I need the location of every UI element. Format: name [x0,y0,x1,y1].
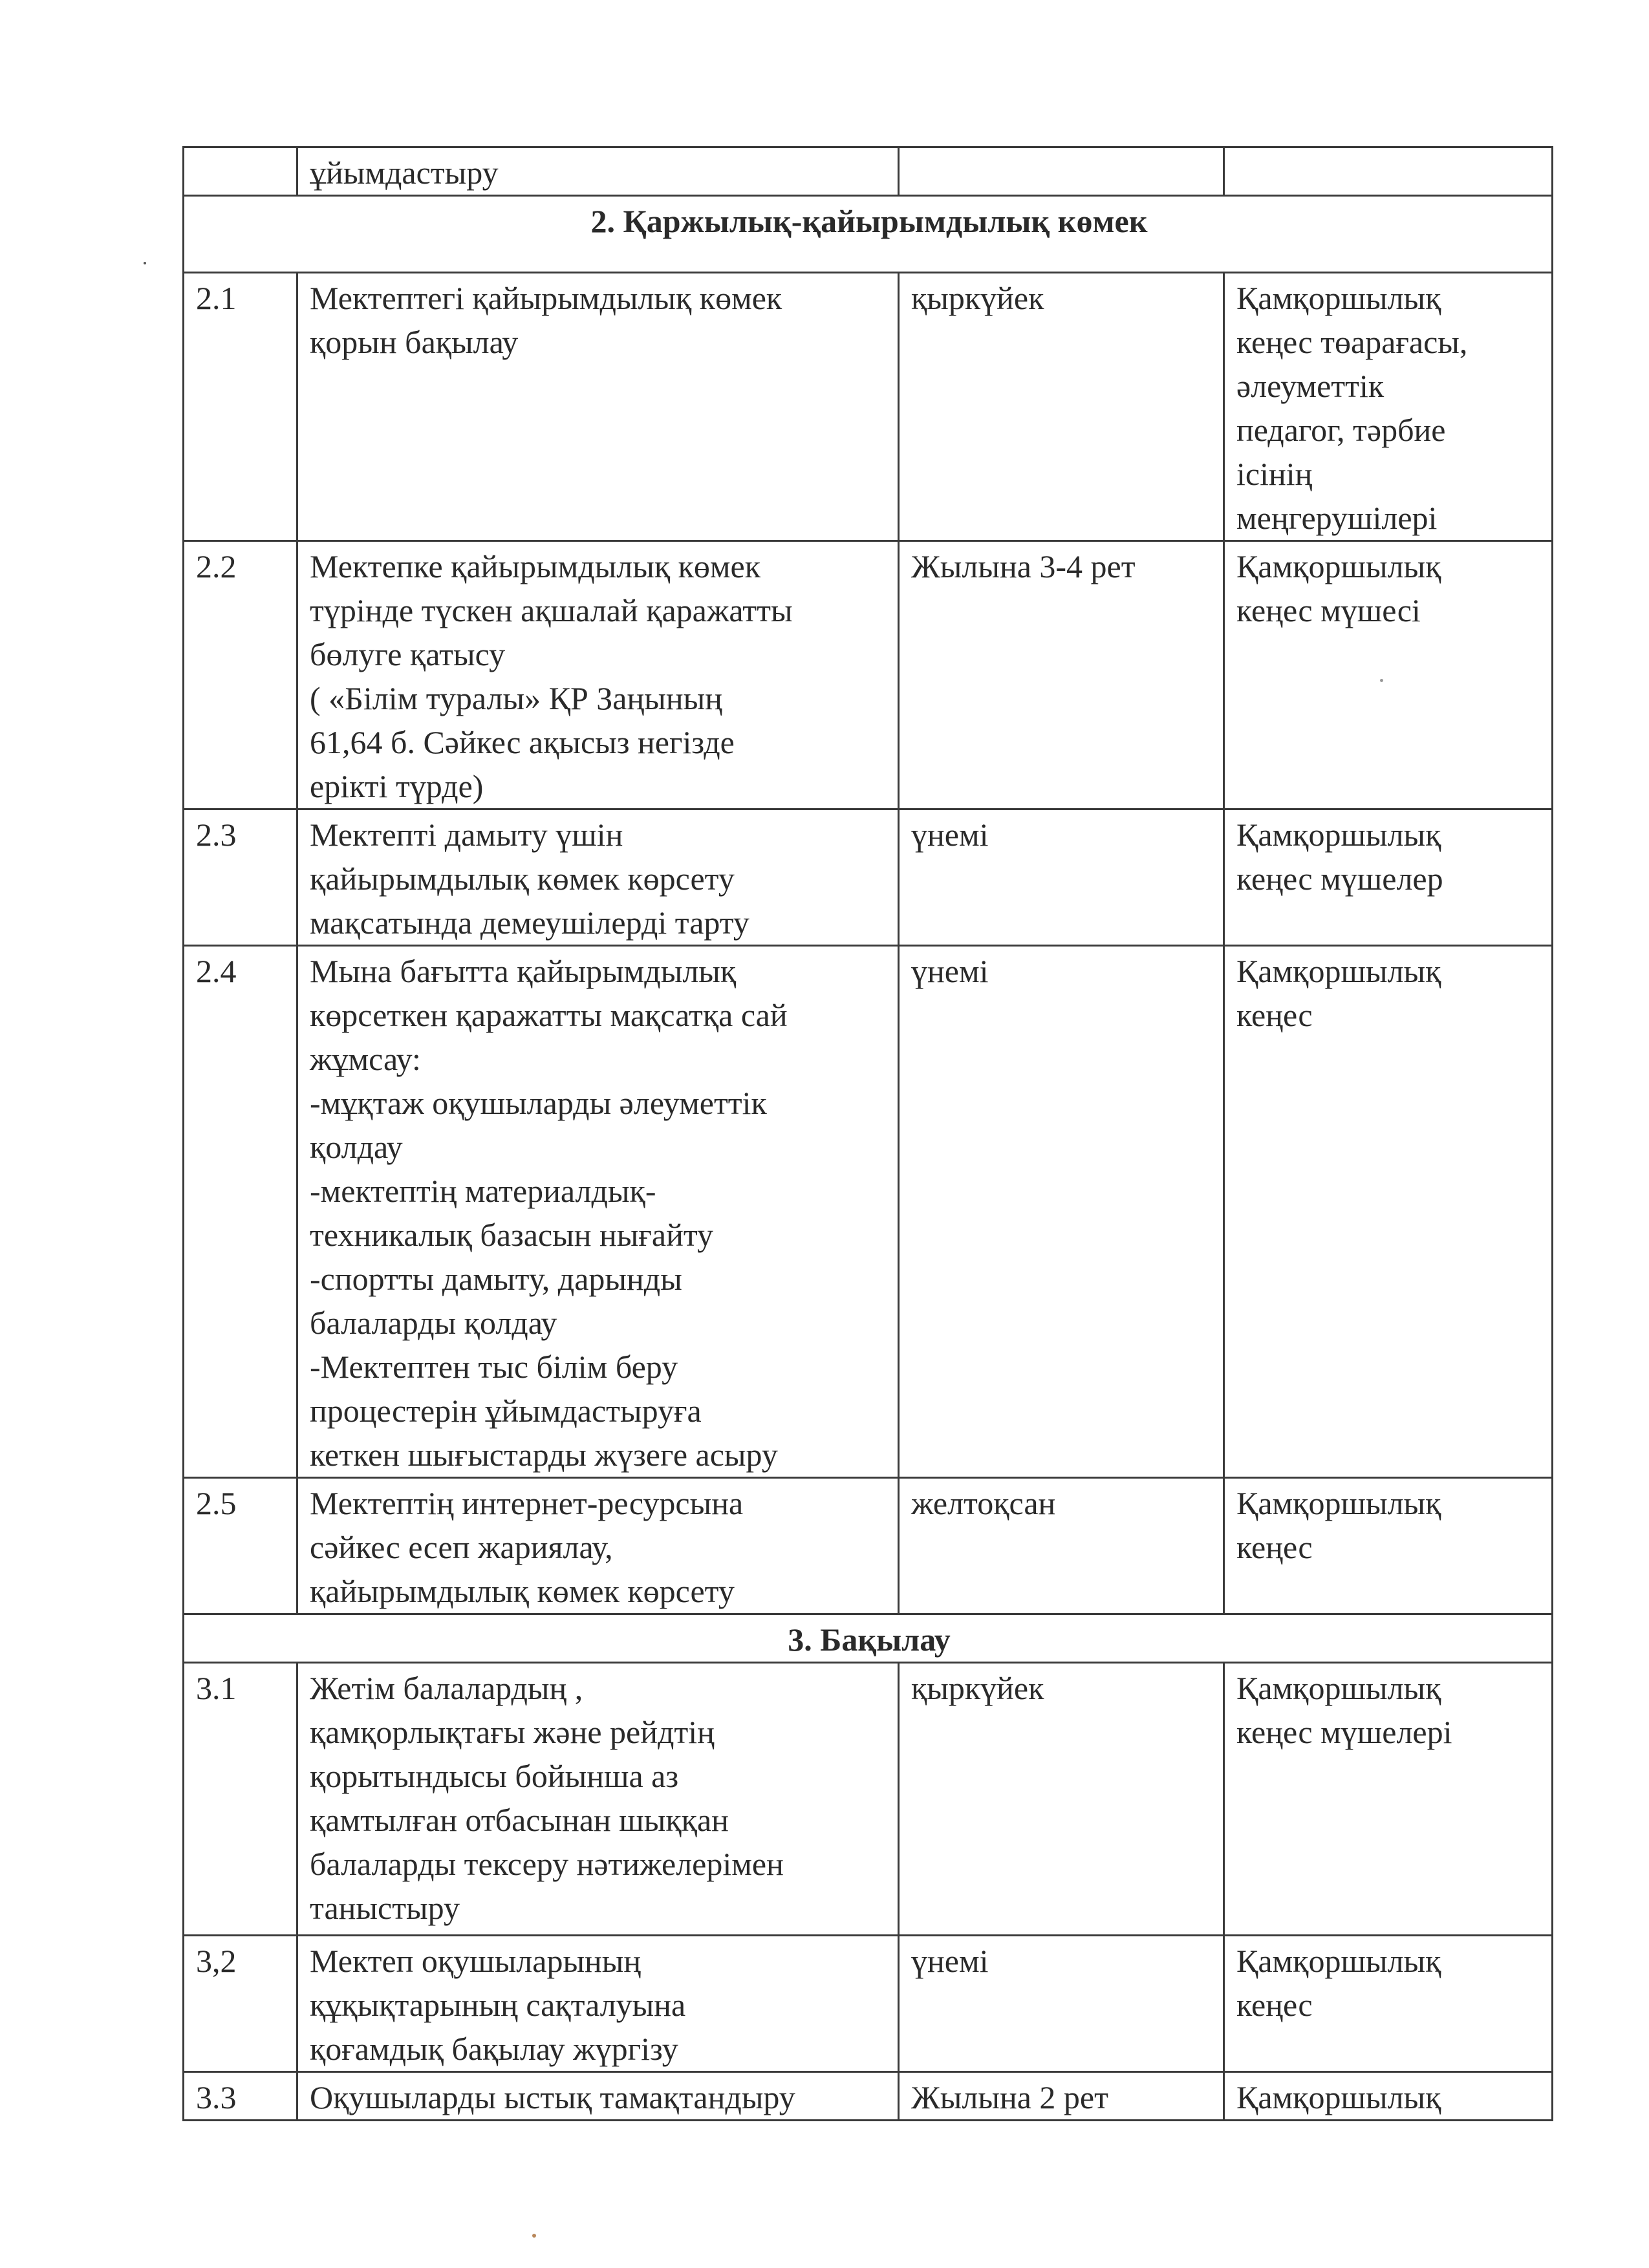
table-row [184,273,1553,541]
timing-cell: Жылына 2 рет [899,2072,1224,2121]
activity-line: Оқушыларды ыстық тамақтандыру [310,2079,795,2115]
scan-speck [144,262,146,264]
activity-cell [297,809,899,946]
table-row [184,809,1553,946]
plan-table [182,146,1553,2121]
responsible-cell [1224,809,1553,946]
row-number: 2.3 [184,809,297,946]
activity-line: мақсатында демеушілерді тарту [310,904,749,941]
plan-table-body [184,147,1553,2121]
activity-line: техникалық базасын нығайту [310,1217,714,1253]
responsible-line: Қамқоршылық [1236,817,1441,853]
responsible-line: меңгерушілері [1236,500,1438,536]
section-title: 3. Бақылау [184,1614,1553,1663]
activity-cell [297,147,899,196]
responsible-cell [1224,147,1553,196]
responsible-line: Қамқоршылық [1236,1943,1441,1979]
row-number: 2.4 [184,946,297,1478]
table-row [184,1663,1553,1936]
activity-cell [297,541,899,809]
activity-cell [297,1936,899,2072]
activity-cell [297,2072,899,2121]
responsible-line: ісінің [1236,456,1313,492]
activity-line: Мектептегі қайырымдылық көмек [310,280,782,316]
row-number [184,147,297,196]
timing-cell: үнемі [899,809,1224,946]
activity-line: құқықтарының сақталуына [310,1987,686,2023]
row-number: 2.2 [184,541,297,809]
responsible-cell [1224,946,1553,1478]
activity-line: -мұқтаж оқушыларды әлеуметтік [310,1085,767,1121]
activity-line: балаларды қолдау [310,1305,557,1341]
activity-line: балаларды тексеру нәтижелерімен [310,1846,784,1882]
activity-line: қайырымдылық көмек көрсету [310,1573,735,1609]
activity-line: процестерін ұйымдастыруға [310,1393,702,1429]
activity-line: ерікті түрде) [310,768,484,804]
responsible-line: Қамқоршылық [1236,1485,1441,1521]
activity-line: кеткен шығыстарды жүзеге асыру [310,1437,778,1473]
row-number: 3.3 [184,2072,297,2121]
activity-line: бөлуге қатысу [310,636,506,672]
scan-speck [1380,679,1383,682]
timing-cell: Жылына 3-4 рет [899,541,1224,809]
responsible-line: Қамқоршылық [1236,548,1441,584]
timing-cell: желтоқсан [899,1478,1224,1614]
activity-line: қамтылған отбасынан шыққан [310,1802,729,1838]
responsible-line: Қамқоршылық [1236,280,1441,316]
responsible-cell [1224,1478,1553,1614]
activity-cell [297,1663,899,1936]
activity-cell [297,946,899,1478]
timing-cell: үнемі [899,1936,1224,2072]
activity-cell [297,1478,899,1614]
activity-line: -Мектептен тыс білім беру [310,1349,678,1385]
table-row [184,946,1553,1478]
table-row [184,2072,1553,2121]
responsible-line: Қамқоршылық [1236,953,1441,989]
responsible-line: кеңес төарағасы, [1236,324,1468,360]
table-row [184,541,1553,809]
row-number: 3,2 [184,1936,297,2072]
activity-line: ( «Білім туралы» ҚР Заңының [310,680,722,716]
activity-line: 61,64 б. Сәйкес ақысыз негізде [310,724,735,760]
timing-cell: үнемі [899,946,1224,1478]
activity-line: жұмсау: [310,1041,421,1077]
responsible-line: кеңес мүшелер [1236,861,1443,897]
activity-line: Мектепті дамыту үшін [310,817,623,853]
responsible-cell [1224,273,1553,541]
activity-line: сәйкес есеп жариялау, [310,1529,613,1565]
timing-cell: қыркүйек [899,1663,1224,1936]
responsible-line: кеңес [1236,1529,1313,1565]
table-row [184,1478,1553,1614]
responsible-line: кеңес мүшесі [1236,592,1421,628]
activity-line: ұйымдастыру [310,155,499,191]
responsible-line: кеңес [1236,997,1313,1033]
activity-line: -мектептің материалдық- [310,1173,656,1209]
activity-line: қорытындысы бойынша аз [310,1758,679,1794]
activity-line: Мектепке қайырымдылық көмек [310,548,761,584]
responsible-line: педагог, тәрбие [1236,412,1446,448]
row-number: 2.1 [184,273,297,541]
activity-line: -спортты дамыту, дарынды [310,1261,682,1297]
activity-line: Мына бағытта қайырымдылық [310,953,737,989]
responsible-cell [1224,2072,1553,2121]
activity-line: қорын бақылау [310,324,519,360]
table-row [184,1936,1553,2072]
activity-line: қолдау [310,1129,403,1165]
activity-line: таныстыру [310,1890,460,1926]
row-number: 2.5 [184,1478,297,1614]
responsible-line: кеңес [1236,1987,1313,2023]
responsible-cell [1224,1663,1553,1936]
activity-line: қамқорлықтағы және рейдтің [310,1714,715,1750]
activity-line: қайырымдылық көмек көрсету [310,861,735,897]
responsible-cell [1224,541,1553,809]
responsible-cell [1224,1936,1553,2072]
timing-cell [899,147,1224,196]
activity-line: көрсеткен қаражатты мақсатқа сай [310,997,788,1033]
table-row-continued [184,147,1553,196]
section-header-row [184,1614,1553,1663]
responsible-line: Қамқоршылық [1236,1670,1441,1706]
section-title: 2. Қаржылық-қайырымдылық көмек [184,196,1553,273]
responsible-line: кеңес мүшелері [1236,1714,1452,1750]
section-header-row [184,196,1553,273]
activity-line: Жетім балалардың , [310,1670,583,1706]
timing-cell: қыркүйек [899,273,1224,541]
scan-speck [532,2234,536,2238]
activity-line: қоғамдық бақылау жүргізу [310,2031,678,2067]
responsible-line: Қамқоршылық [1236,2079,1441,2115]
row-number: 3.1 [184,1663,297,1936]
activity-line: Мектеп оқушыларының [310,1943,641,1979]
activity-line: түрінде түскен ақшалай қаражатты [310,592,793,628]
responsible-line: әлеуметтік [1236,368,1385,404]
activity-cell [297,273,899,541]
activity-line: Мектептің интернет-ресурсына [310,1485,744,1521]
